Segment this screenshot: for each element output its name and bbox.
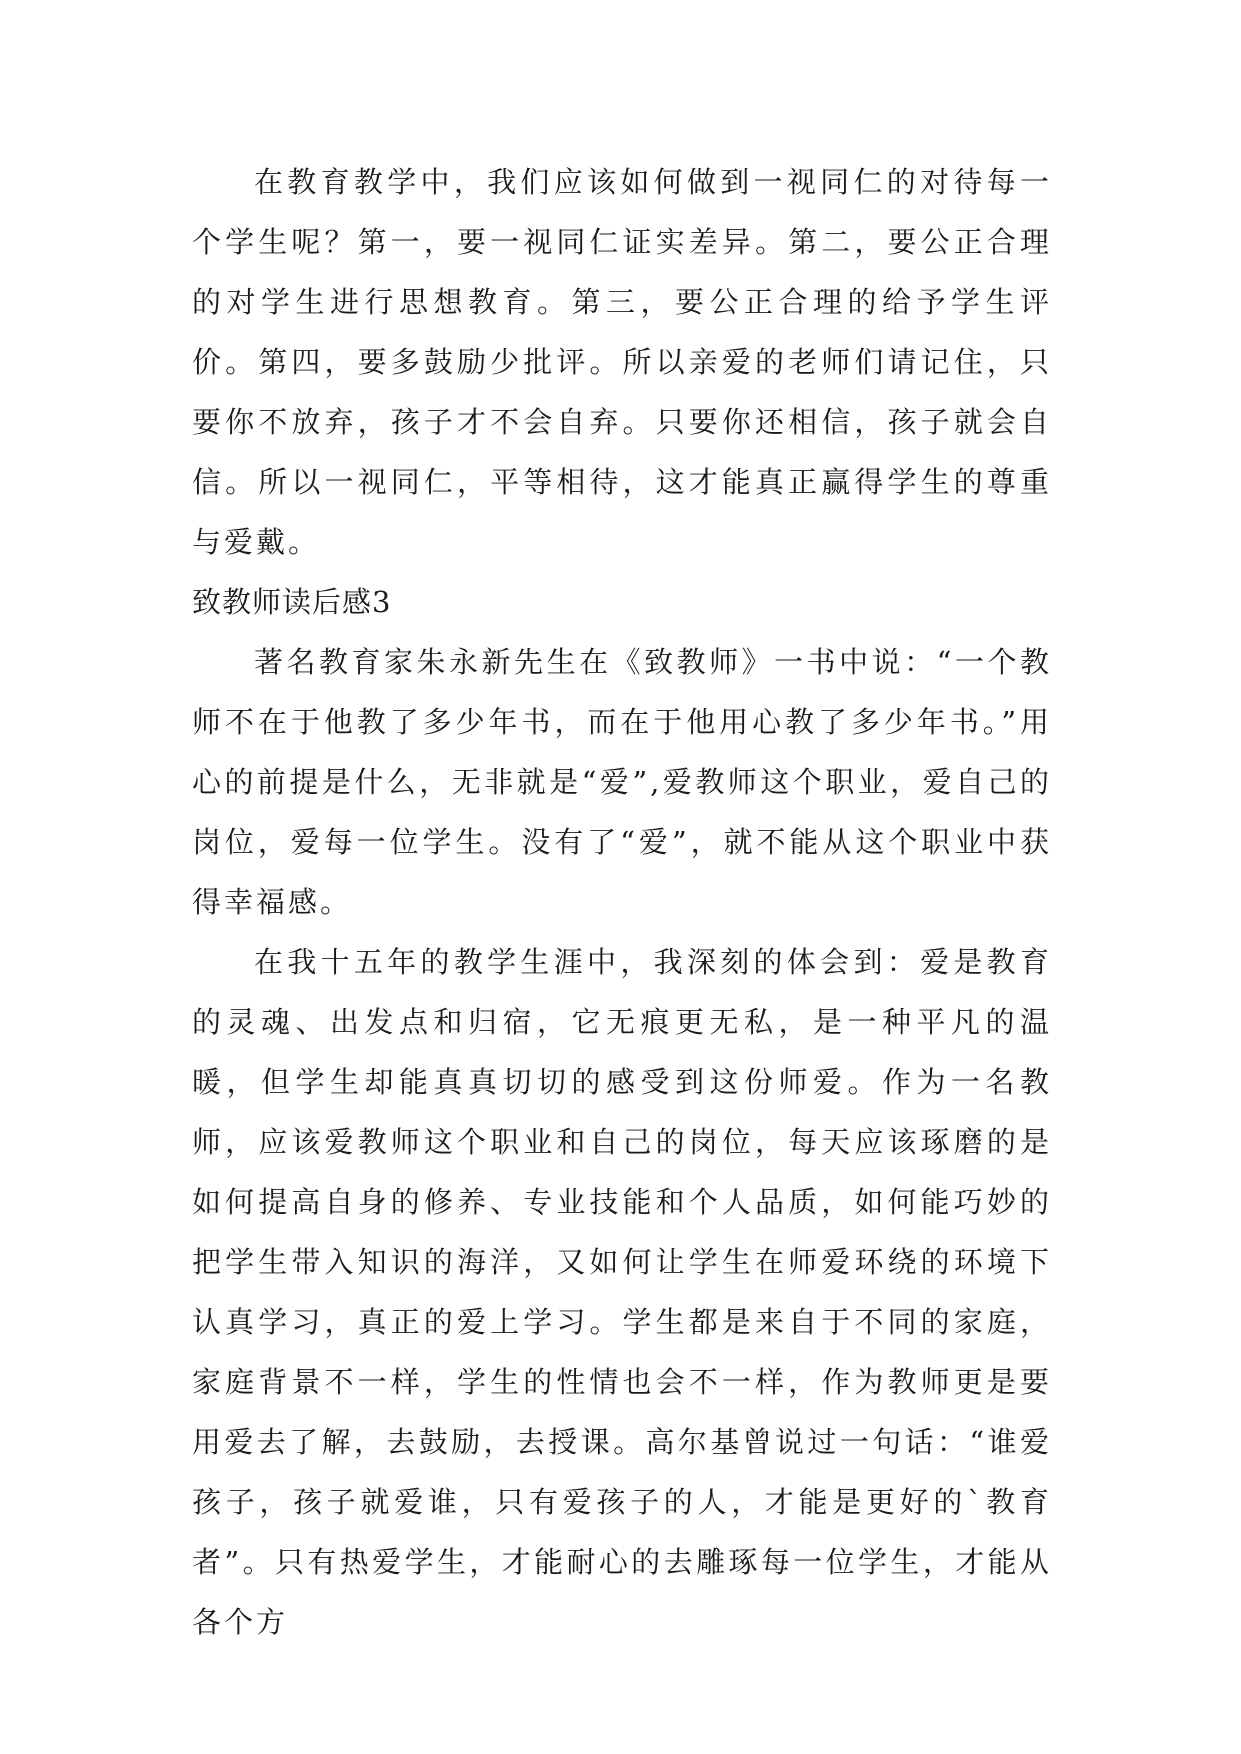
- body-paragraph-equal-treatment: 在教育教学中，我们应该如何做到一视同仁的对待每一个学生呢？第一，要一视同仁证实差异。第二，要公正合理的对学生进行思想教育。第三，要公正合理的给予学生评价。第四，要多鼓励少批评。所以亲爱的老师们请记住，只要你不放弃，孩子才不会自弃。只要你还相信，孩子就会自信。所以一视同仁，平等相待，这才能真正赢得学生的尊重与爱戴。: [192, 165, 1052, 559]
- section-heading: 致教师读后感3: [192, 585, 392, 619]
- document-body: [192, 152, 1052, 1652]
- body-paragraph-teaching-career: 在我十五年的教学生涯中，我深刻的体会到：爱是教育的灵魂、出发点和归宿，它无痕更无私，是一种平凡的温暖，但学生却能真真切切的感受到这份师爱。作为一名教师，应该爱教师这个职业和自己的岗位，每天应该琢磨的是如何提高自身的修养、专业技能和个人品质，如何能巧妙的把学生带入知识的海洋，又如何让学生在师爱环绕的环境下认真学习，真正的爱上学习。学生都是来自于不同的家庭，家庭背景不一样，学生的性情也会不一样，作为教师更是要用爱去了解，去鼓励，去授课。高尔基曾说过一句话：“谁爱孩子，孩子就爱谁，只有爱孩子的人，才能是更好的`教育者”。只有热爱学生，才能耐心的去雕琢每一位学生，才能从各个方: [192, 945, 1052, 1639]
- body-paragraph-zhu-yongxin-quote: 著名教育家朱永新先生在《致教师》一书中说：“一个教师不在于他教了多少年书，而在于他用心教了多少年书。”用心的前提是什么，无非就是“爱”,爱教师这个职业，爱自己的岗位，爱每一位学生。没有了“爱”，就不能从这个职业中获得幸福感。: [192, 645, 1052, 919]
